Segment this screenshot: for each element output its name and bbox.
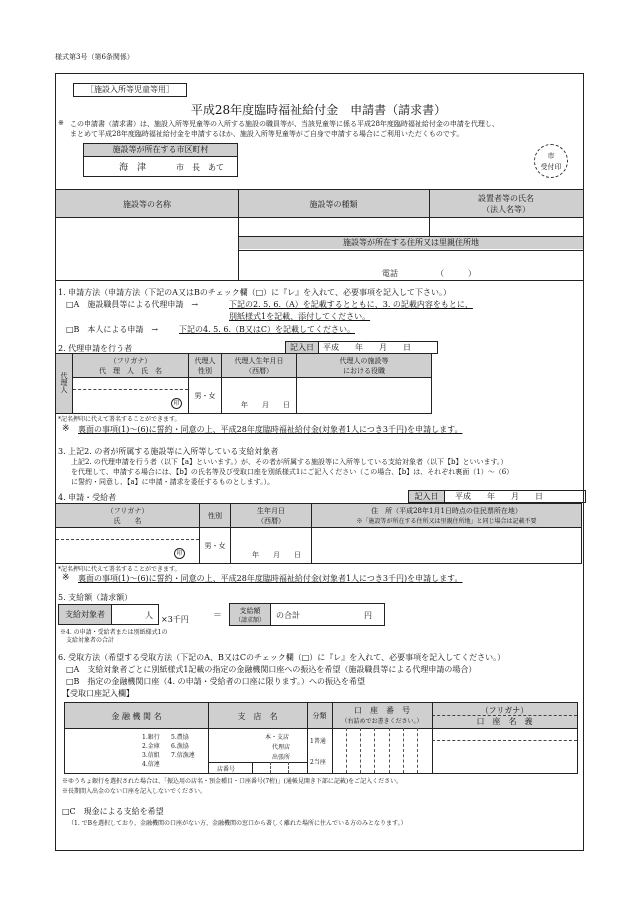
count-note-2: 支給対象者の合計 bbox=[66, 637, 115, 644]
bank-type-2[interactable]: 2.金庫 bbox=[142, 743, 160, 750]
amount-label-2: （請求額） bbox=[234, 617, 265, 624]
bank-header: 金 融 機 関 名 bbox=[111, 712, 162, 721]
applicant-address-header: 住 所（平成28年1月1日時点の住民票所在地） bbox=[371, 507, 522, 515]
receive-option-c-note: （1. でBを選択しており、金融機関の口座がない方、金融機関の窓口から著しく離れた場所に住んでいる方のみとなります。） bbox=[68, 820, 407, 827]
class-header: 分類 bbox=[312, 712, 327, 720]
proxy-sex-header-1: 代理人 bbox=[194, 356, 216, 365]
seal-mark: 印 bbox=[174, 548, 185, 559]
founder-header-2: （法人名等） bbox=[482, 205, 530, 214]
section-3-line-3: に誓約・同意し、【a】に申請・請求を委任するものとします。）。 bbox=[71, 478, 275, 486]
applicant-name-field[interactable] bbox=[56, 528, 200, 564]
count-unit: 人 bbox=[145, 611, 153, 620]
note-mark: ※ bbox=[58, 119, 64, 127]
proxy-dob-field[interactable]: 年 月 日 bbox=[222, 378, 297, 414]
proxy-dob-header-1: 代理人生年月日 bbox=[234, 356, 284, 365]
yen-unit: 円 bbox=[364, 611, 372, 620]
applicant-sign-note: *記名押印に代えて署名することができます。 bbox=[58, 566, 181, 573]
account-section-title: 【受取口座記入欄】 bbox=[62, 689, 134, 698]
proxy-role-field[interactable] bbox=[297, 378, 432, 414]
note-line-1: この申請書（請求書）は、施設入所等児童等の入所する施設の職員等が、当該児童等に係る平成28年度臨時福祉給付金の申請を代理し、 bbox=[70, 120, 499, 128]
amount-label-1: 支給額 bbox=[239, 607, 261, 615]
bank-type-4[interactable]: 4.信連 bbox=[142, 761, 160, 768]
longterm-note: ※長期間入出金のない口座を記入しないでください。 bbox=[62, 788, 207, 795]
category-label: ［施設入所等児童等用］ bbox=[73, 83, 187, 97]
note-line-2: まとめて平成28年度臨時福祉給付金を申請するほか、施設入所等児童等がご自身で申請する場合にご利用いただくものです。 bbox=[70, 130, 464, 138]
option-b-label[interactable]: □B 本人による申請 → bbox=[66, 325, 159, 334]
applicant-date-label: 記入日 bbox=[408, 490, 445, 503]
municipality-suffix: 市 長 あて bbox=[176, 163, 224, 172]
applicant-name-header: 氏 名 bbox=[113, 516, 142, 525]
facility-address-header: 施設等が所在する住所又は里親住所地 bbox=[239, 237, 583, 249]
section-4-title: 4. 申請・受給者 bbox=[58, 493, 117, 502]
page-title: 平成28年度臨時福祉給付金 申請書（請求書） bbox=[190, 103, 447, 117]
amount-box bbox=[229, 603, 385, 626]
count-note-1: ※4. の申請・受給者または別紙様式1の bbox=[60, 629, 168, 636]
section-3-line-2: を代理して、申請する場合には、【b】の氏名等及び受取口座を別紙様式1にご記入ください（この場合、【b】は、それぞれ裏面（1）～（6） bbox=[71, 468, 514, 476]
facility-type-header: 施設等の種類 bbox=[309, 200, 358, 209]
entry-date-field[interactable]: 平成 年 月 日 bbox=[318, 341, 438, 354]
seal-mark: 印 bbox=[171, 398, 182, 409]
proxy-sex-header-2: 性別 bbox=[198, 366, 212, 375]
option-a-label[interactable]: □A 施設職員等による代理申請 → bbox=[66, 300, 199, 309]
count-box bbox=[58, 604, 159, 625]
times-label: ×3千円 bbox=[161, 615, 189, 624]
proxy-role-header-2: における役職 bbox=[343, 366, 385, 375]
section-2-title: 2. 代理申請を行う者 bbox=[58, 344, 133, 353]
account-table bbox=[64, 702, 578, 774]
section-1-title: 1. 申請方法（申請方法（下記のA又はBのチェック欄（□）に『レ』を入れて、必要事項を記入して下さい。） bbox=[58, 288, 451, 297]
stamp-line-1: 市 bbox=[547, 152, 555, 160]
bank-type-7[interactable]: 7.信漁連 bbox=[171, 752, 195, 759]
applicant-dob-header-1: 生年月日 bbox=[257, 506, 285, 515]
receive-option-c[interactable]: □C 現金による支給を希望 bbox=[62, 807, 164, 816]
applicant-sex-field[interactable]: 男・女 bbox=[200, 528, 231, 564]
proxy-side-label: 代理人 bbox=[56, 354, 73, 414]
yucho-note: ※ゆうちょ銀行を選択された場合は、「振込用の店名・預金種目・口座番号(7桁)」(通帳見開き下部に記載)をご記入ください。 bbox=[62, 778, 403, 785]
applicant-dob-field[interactable]: 年 月 日 bbox=[231, 528, 312, 564]
branch-type-main[interactable]: 本・支店 bbox=[265, 734, 290, 741]
reception-stamp-area bbox=[534, 144, 568, 178]
equals-sign: ＝ bbox=[213, 611, 223, 621]
class-ordinary[interactable]: 1普通 bbox=[310, 738, 326, 745]
founder-header-1: 設置者等の氏名 bbox=[478, 194, 534, 203]
bank-type-3[interactable]: 3.信組 bbox=[142, 752, 160, 759]
proxy-furigana-header: （フリガナ） bbox=[109, 356, 152, 365]
proxy-name-field[interactable] bbox=[73, 378, 189, 414]
option-a-text-2: 別紙様式1を記載、添付してください。 bbox=[229, 312, 371, 321]
account-number-header: 口 座 番 号 bbox=[354, 706, 410, 715]
count-label: 支給対象者 bbox=[59, 605, 112, 624]
branch-header: 支 店 名 bbox=[237, 712, 278, 721]
branch-number-label: 店番号 bbox=[217, 766, 236, 773]
proxy-pledge: 裏面の事項(1)～(6)に誓約・同意の上、平成28年度臨時福祉給付金(対象者1人につき3千円)を申請します。 bbox=[78, 425, 463, 434]
entry-date-label: 記入日 bbox=[285, 341, 319, 354]
facility-name-header: 施設等の名称 bbox=[123, 200, 171, 209]
proxy-role-header-1: 代理人の施設等 bbox=[339, 356, 389, 365]
section-3-title: 3. 上記2. の者が所属する施設等に入所等している支給対象者 bbox=[58, 447, 279, 456]
option-b-text: 下記の4. 5. 6.（B又はC）を記載してください。 bbox=[179, 325, 355, 334]
proxy-dob-header-2: （西暦） bbox=[245, 366, 273, 375]
phone-label: 電話 bbox=[382, 269, 398, 278]
applicant-address-note: ※「施設等が所在する住所又は里親住所地」と同じ場合は記載不要 bbox=[356, 518, 537, 525]
form-number: 様式第3号（第6条関係） bbox=[55, 53, 134, 61]
section-6-title: 6. 受取方法（希望する受取方法（下記のA、B又はCのチェック欄（□）に『レ』を入れて、必要事項を記入してください。） bbox=[58, 653, 506, 662]
applicant-pledge-mark: ※ bbox=[62, 573, 70, 583]
phone-parens: （ ） bbox=[436, 269, 476, 278]
option-a-text-1: 下記の2. 5. 6.（A）を記載するとともに、3. の記載内容をもとに、 bbox=[229, 300, 473, 309]
facility-table bbox=[55, 189, 584, 281]
applicant-table bbox=[55, 503, 582, 564]
municipality-name: 海 津 bbox=[119, 163, 147, 173]
branch-type-agency[interactable]: 代理店 bbox=[272, 744, 291, 751]
bank-type-1[interactable]: 1.銀行 bbox=[142, 734, 160, 741]
class-current[interactable]: 2当座 bbox=[310, 759, 326, 766]
section-5-title: 5. 支給額（請求額） bbox=[58, 593, 133, 602]
applicant-sex-header: 性別 bbox=[200, 504, 231, 528]
amount-total-label: の合計 bbox=[276, 611, 300, 620]
applicant-furigana-header: （フリガナ） bbox=[106, 506, 149, 515]
bank-type-6[interactable]: 6.漁協 bbox=[171, 743, 189, 750]
branch-type-office[interactable]: 出張所 bbox=[272, 754, 291, 761]
proxy-name-header: 代 理 人 氏 名 bbox=[99, 366, 162, 375]
holder-furigana-header: （フリガナ） bbox=[480, 706, 529, 715]
holder-header: 口 座 名 義 bbox=[476, 717, 533, 726]
section-3-line-1: 上記2. の代理申請を行う者（以下【a】といいます。）が、その者が所属する施設等に入所等している支給対象者（以下【b】といいます。） bbox=[71, 458, 508, 466]
applicant-date-field[interactable]: 平成 年 月 日 bbox=[444, 490, 586, 503]
proxy-sex-field[interactable]: 男・女 bbox=[189, 378, 222, 414]
bank-type-5[interactable]: 5.農協 bbox=[171, 734, 189, 741]
municipality-box bbox=[83, 143, 238, 177]
proxy-pledge-mark: ※ bbox=[62, 424, 70, 434]
receive-option-b[interactable]: □B 指定の金融機関口座（4. の申請・受給者の口座に限ります。）への振込を希望 bbox=[66, 677, 365, 686]
account-number-subheader: （右詰めでお書きください。） bbox=[341, 718, 423, 725]
applicant-pledge: 裏面の事項(1)～(6)に誓約・同意の上、平成28年度臨時福祉給付金(対象者1人につき3千円)を申請します。 bbox=[78, 574, 463, 583]
proxy-sign-note: *記名押印に代えて署名することができます。 bbox=[58, 416, 181, 423]
municipality-header: 施設等が所在する市区町村 bbox=[84, 144, 237, 157]
applicant-address-field[interactable] bbox=[312, 528, 582, 564]
proxy-table bbox=[55, 353, 432, 414]
stamp-line-2: 受付印 bbox=[540, 163, 562, 171]
applicant-dob-header-2: （西暦） bbox=[257, 516, 285, 525]
receive-option-a[interactable]: □A 支給対象者ごとに別紙様式1記載の指定の金融機関口座への振込を希望（施設職員等による代理申請の場合） bbox=[66, 665, 477, 674]
